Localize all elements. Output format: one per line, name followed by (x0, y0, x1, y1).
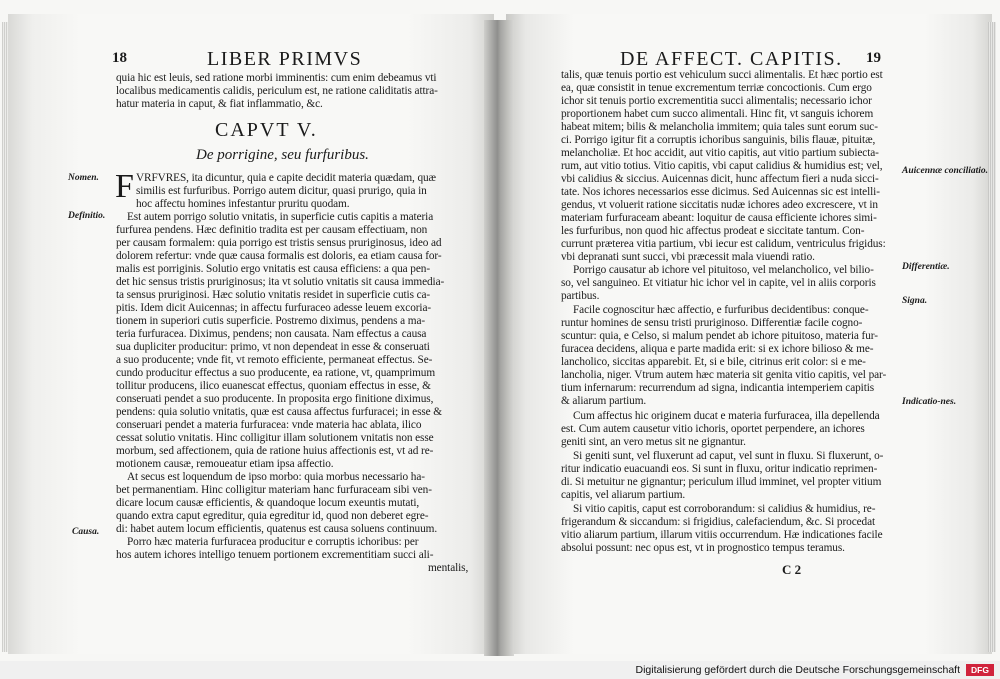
text-line: scuntur: quia, e Celso, si malum pendet ab ichore pituitoso, materia fur- (561, 330, 878, 342)
text-line: est. Cum autem causetur vitio ichoris, oportet perpendere, an ichores (561, 423, 865, 435)
text-line: runtur homines de sensu tristi pruriginoso. Differentiæ facile cogno- (561, 317, 863, 329)
text-line: ichor sit tenuis portio excrementitia succi alimentalis; necessario ichor (561, 95, 872, 107)
margin-note: Auicennæ conciliatio. (902, 166, 989, 176)
text-line: cundo producitur effectus a suo producente, ea ratione, vt, quamprimum (116, 367, 436, 379)
text-line: ta sensus pruriginosi. Hæc solutio vnitatis residet in superficie cutis ca- (116, 289, 431, 301)
text-line: Si geniti sunt, vel fluxerunt ad caput, vel sunt in fluxu. Si fluxerunt, o- (573, 450, 884, 462)
dfg-logo: DFG (966, 664, 994, 676)
footer-credit: Digitalisierung gefördert durch die Deutsche Forschungsgemeinschaft (635, 664, 960, 676)
drop-cap: F (115, 168, 134, 205)
text-line: bet permanentiam. Hinc colligitur materiam hanc furfuraceam sibi ven- (116, 484, 432, 496)
text-line: similis est furfuribus. Porrigo autem dicitur, quasi prurigo, quia in (136, 185, 427, 197)
text-line: pitis. Idem dicit Auicennas; in affectu furfuraceo adesse leuem excoria- (116, 302, 432, 314)
text-line: Cum affectus hic originem ducat e materia furfuracea, illa depellenda (573, 410, 880, 422)
text-line: capitis, vel aliarum partium. (561, 489, 686, 501)
text-line: vitio aliarum partium, illarum vitiis occurrendum. Hæ indicationes facile (561, 529, 883, 541)
text-line: localibus medicamentis calidis, periculum est, ne ratione caliditatis attra- (116, 85, 438, 97)
chapter-subtitle: De porrigine, seu furfuribus. (196, 147, 369, 163)
text-line: vbi calidius & siccius. Auicennas dicit, hunc affectum fieri a nuda sicci- (561, 173, 879, 185)
text-line: hatur materia in caput, & fiat inflammatio, &c. (116, 98, 323, 110)
text-line: quia hic est leuis, sed ratione morbi imminentis: cum enim debeamus vti (116, 72, 437, 84)
text-line: dicare locum causæ efficientis, & quandoque locum exeuntis mutati, (116, 497, 420, 509)
text-line: habeat mitem; bilis & melancholia immitem; quia tales sunt eorum suc- (561, 121, 878, 133)
text-line: rum, aut vitio totius. Vitio capitis, vbi caput calidius & humidius est; vel, (561, 160, 883, 172)
margin-note: Signa. (902, 296, 928, 306)
margin-note: Definitio. (68, 211, 106, 221)
text-line: currunt præterea vitia partium, vbi iecur est calidum, ventriculus frigidus: (561, 238, 886, 250)
text-line: Est autem porrigo solutio vnitatis, in superficie cutis capitis a materia (127, 211, 434, 223)
text-line: tionem in superiori cutis superficie. Postremo diximus, pendens a ma- (116, 315, 426, 327)
margin-note: Causa. (72, 527, 100, 537)
text-line: les furfuribus, non quod hic affectus prodeat e siccitate tantum. Con- (561, 225, 865, 237)
page-edge-right (988, 22, 996, 652)
text-line: conseruati pendet a suo producente. In proposita ergo finitione diximus, (116, 393, 434, 405)
text-line: Porro hæc materia furfuracea producitur e corruptis ichoribus: per (127, 536, 419, 548)
text-line: melancholiæ. Et hoc accidit, aut vitio capitis, aut vitio partium subiecta- (561, 147, 879, 159)
text-line: talis, quæ tenuis portio est vehiculum succi alimentalis. Et hæc portio est (561, 69, 883, 81)
text-line: materiam furfuraceam abeant: loquitur de causa efficiente ichores simi- (561, 212, 877, 224)
text-line: sua dupliciter producitur: primo, vt non dependeat in esse & conseruati (116, 341, 430, 353)
text-line: Facile cognoscitur hæc affectio, e furfuribus decidentibus: conque- (573, 304, 869, 316)
text-line: malis est porriginis. Solutio ergo vnitatis est causa efficiens: a qua pen- (116, 263, 430, 275)
text-line: furacea decidens, aliqua e parte madida erit: si ex ichore bilioso & me- (561, 343, 874, 355)
right-running-header: DE AFFECT. CAPITIS. (620, 48, 843, 70)
margin-note: Nomen. (68, 173, 99, 183)
text-line: a suo producente; vnde fit, vt remoto efficiente, permaneat effectus. Se- (116, 354, 433, 366)
text-line: geniti sint, an vero metus sit ne gignantur. (561, 436, 746, 448)
text-line: tollitur producens, ilico euanescat effectus, quoniam effectus in esse, & (116, 380, 431, 392)
text-line: gendus, vt voluerit ratione siccitatis nudæ ichores adeo excrescere, vt in (561, 199, 878, 211)
text-line: furfurea pendens. Hæc definitio tradita est per causam effectiuam, non (116, 224, 428, 236)
text-line: pendens: quia solutio vnitatis, quæ est causa affectus furfuracei; in esse & (116, 406, 442, 418)
margin-note: Differentiæ. (902, 262, 950, 272)
text-line: dolorem refertur: vnde quæ causa formalis est doloris, ea etiam causa for- (116, 250, 442, 262)
text-line: tium infernarum: recurrendum ad signa, indicantia intemperiem capitis (561, 382, 875, 394)
text-line: Si vitio capitis, caput est corroborandum: si calidius & humidius, re- (573, 503, 876, 515)
text-line: lancholico, siccitas apparebit. Et, si e bile, citrinus erit color: si e me- (561, 356, 866, 368)
text-line: ci. Porrigo igitur fit a corruptis ichoribus sanguinis, bilis flauæ, pituitæ, (561, 134, 876, 146)
text-line: hoc affectu homines infestantur pruritu quodam. (136, 198, 350, 210)
text-line: so, vel sanguineo. Et vitiatur hic ichor vel in capite, vel in aliis corporis (561, 277, 876, 289)
text-line: motionem causæ, remoueatur etiam ipsa affectio. (116, 458, 334, 470)
text-line: absolui possunt: nec opus est, vt in prognostico tempus teramus. (561, 542, 845, 554)
book-gutter (484, 20, 514, 656)
chapter-title: CAPVT V. (215, 119, 318, 141)
text-line: At secus est loquendum de ipso morbo: quia morbus necessario ha- (127, 471, 425, 483)
text-line: partibus. (561, 290, 600, 302)
left-running-header: LIBER PRIMVS (207, 48, 363, 70)
text-line: vbi depranati sunt succi, vbi præcessit mala viuendi ratio. (561, 251, 815, 263)
text-line: frigerandum & siccandum: si frigidius, calefaciendum, &c. Si procedat (561, 516, 876, 528)
right-page-number: 19 (866, 50, 881, 66)
text-line: per causam formalem: quia porrigo est tristis sensus pruriginosus, ideo ad (116, 237, 442, 249)
text-line: ea, quæ consistit in tenue excrementum terriæ concoctionis. Cum ergo (561, 82, 872, 94)
text-line: conseruari pendet a materia furfuracea: vnde materia hac ablata, ilico (116, 419, 422, 431)
text-line: di: habet autem locum efficientis, quatenus est causa soluens continuum. (116, 523, 438, 535)
text-line: det hic sensus tristis pruriginosus; ita vt solutio vnitatis sit causa immedia- (116, 276, 445, 288)
text-line: di. Si metuitur ne gignantur; periculum illud imminet, vel propter vitium (561, 476, 882, 488)
text-line: teria furfuracea. Diximus, pendens; non causata. Nam effectus a causa (116, 328, 427, 340)
left-page-number: 18 (112, 50, 127, 66)
text-line: hos autem ichores intelligo tenuem portionem excrementitiam succi ali- (116, 549, 434, 561)
text-line: proportionem habet cum succo alimentali. Hinc fit, vt sanguis ichorem (561, 108, 874, 120)
digitization-footer (0, 661, 1000, 679)
text-line: VRFVRES, ita dicuntur, quia e capite decidit materia quædam, quæ (136, 172, 436, 184)
text-line: tate. Nos ichores necessarios esse dicimus. Sed Auicennas sic est intelli- (561, 186, 880, 198)
text-line: Porrigo causatur ab ichore vel pituitoso, vel melancholico, vel bilio- (573, 264, 874, 276)
text-line: morbum, sed affectionem, quia de ratione huius affectionis est, vt ad re- (116, 445, 434, 457)
text-line: lancholia, niger. Vtrum autem hæc materia sit genita vitio capitis, vel par- (561, 369, 887, 381)
signature-mark: C 2 (782, 562, 802, 577)
margin-note: Indicatio-nes. (902, 397, 957, 407)
catchword: mentalis, (428, 562, 469, 574)
text-line: ritur indicatio euacuandi eos. Si sunt in fluxu, oritur indicatio reprimen- (561, 463, 878, 475)
text-line: cessat solutio vnitatis. Hinc colligitur illam solutionem vnitatis non esse (116, 432, 434, 444)
text-line: quando extra caput egreditur, quia egreditur id, quod non deberet egre- (116, 510, 429, 522)
text-line: & aliarum partium. (561, 395, 647, 407)
